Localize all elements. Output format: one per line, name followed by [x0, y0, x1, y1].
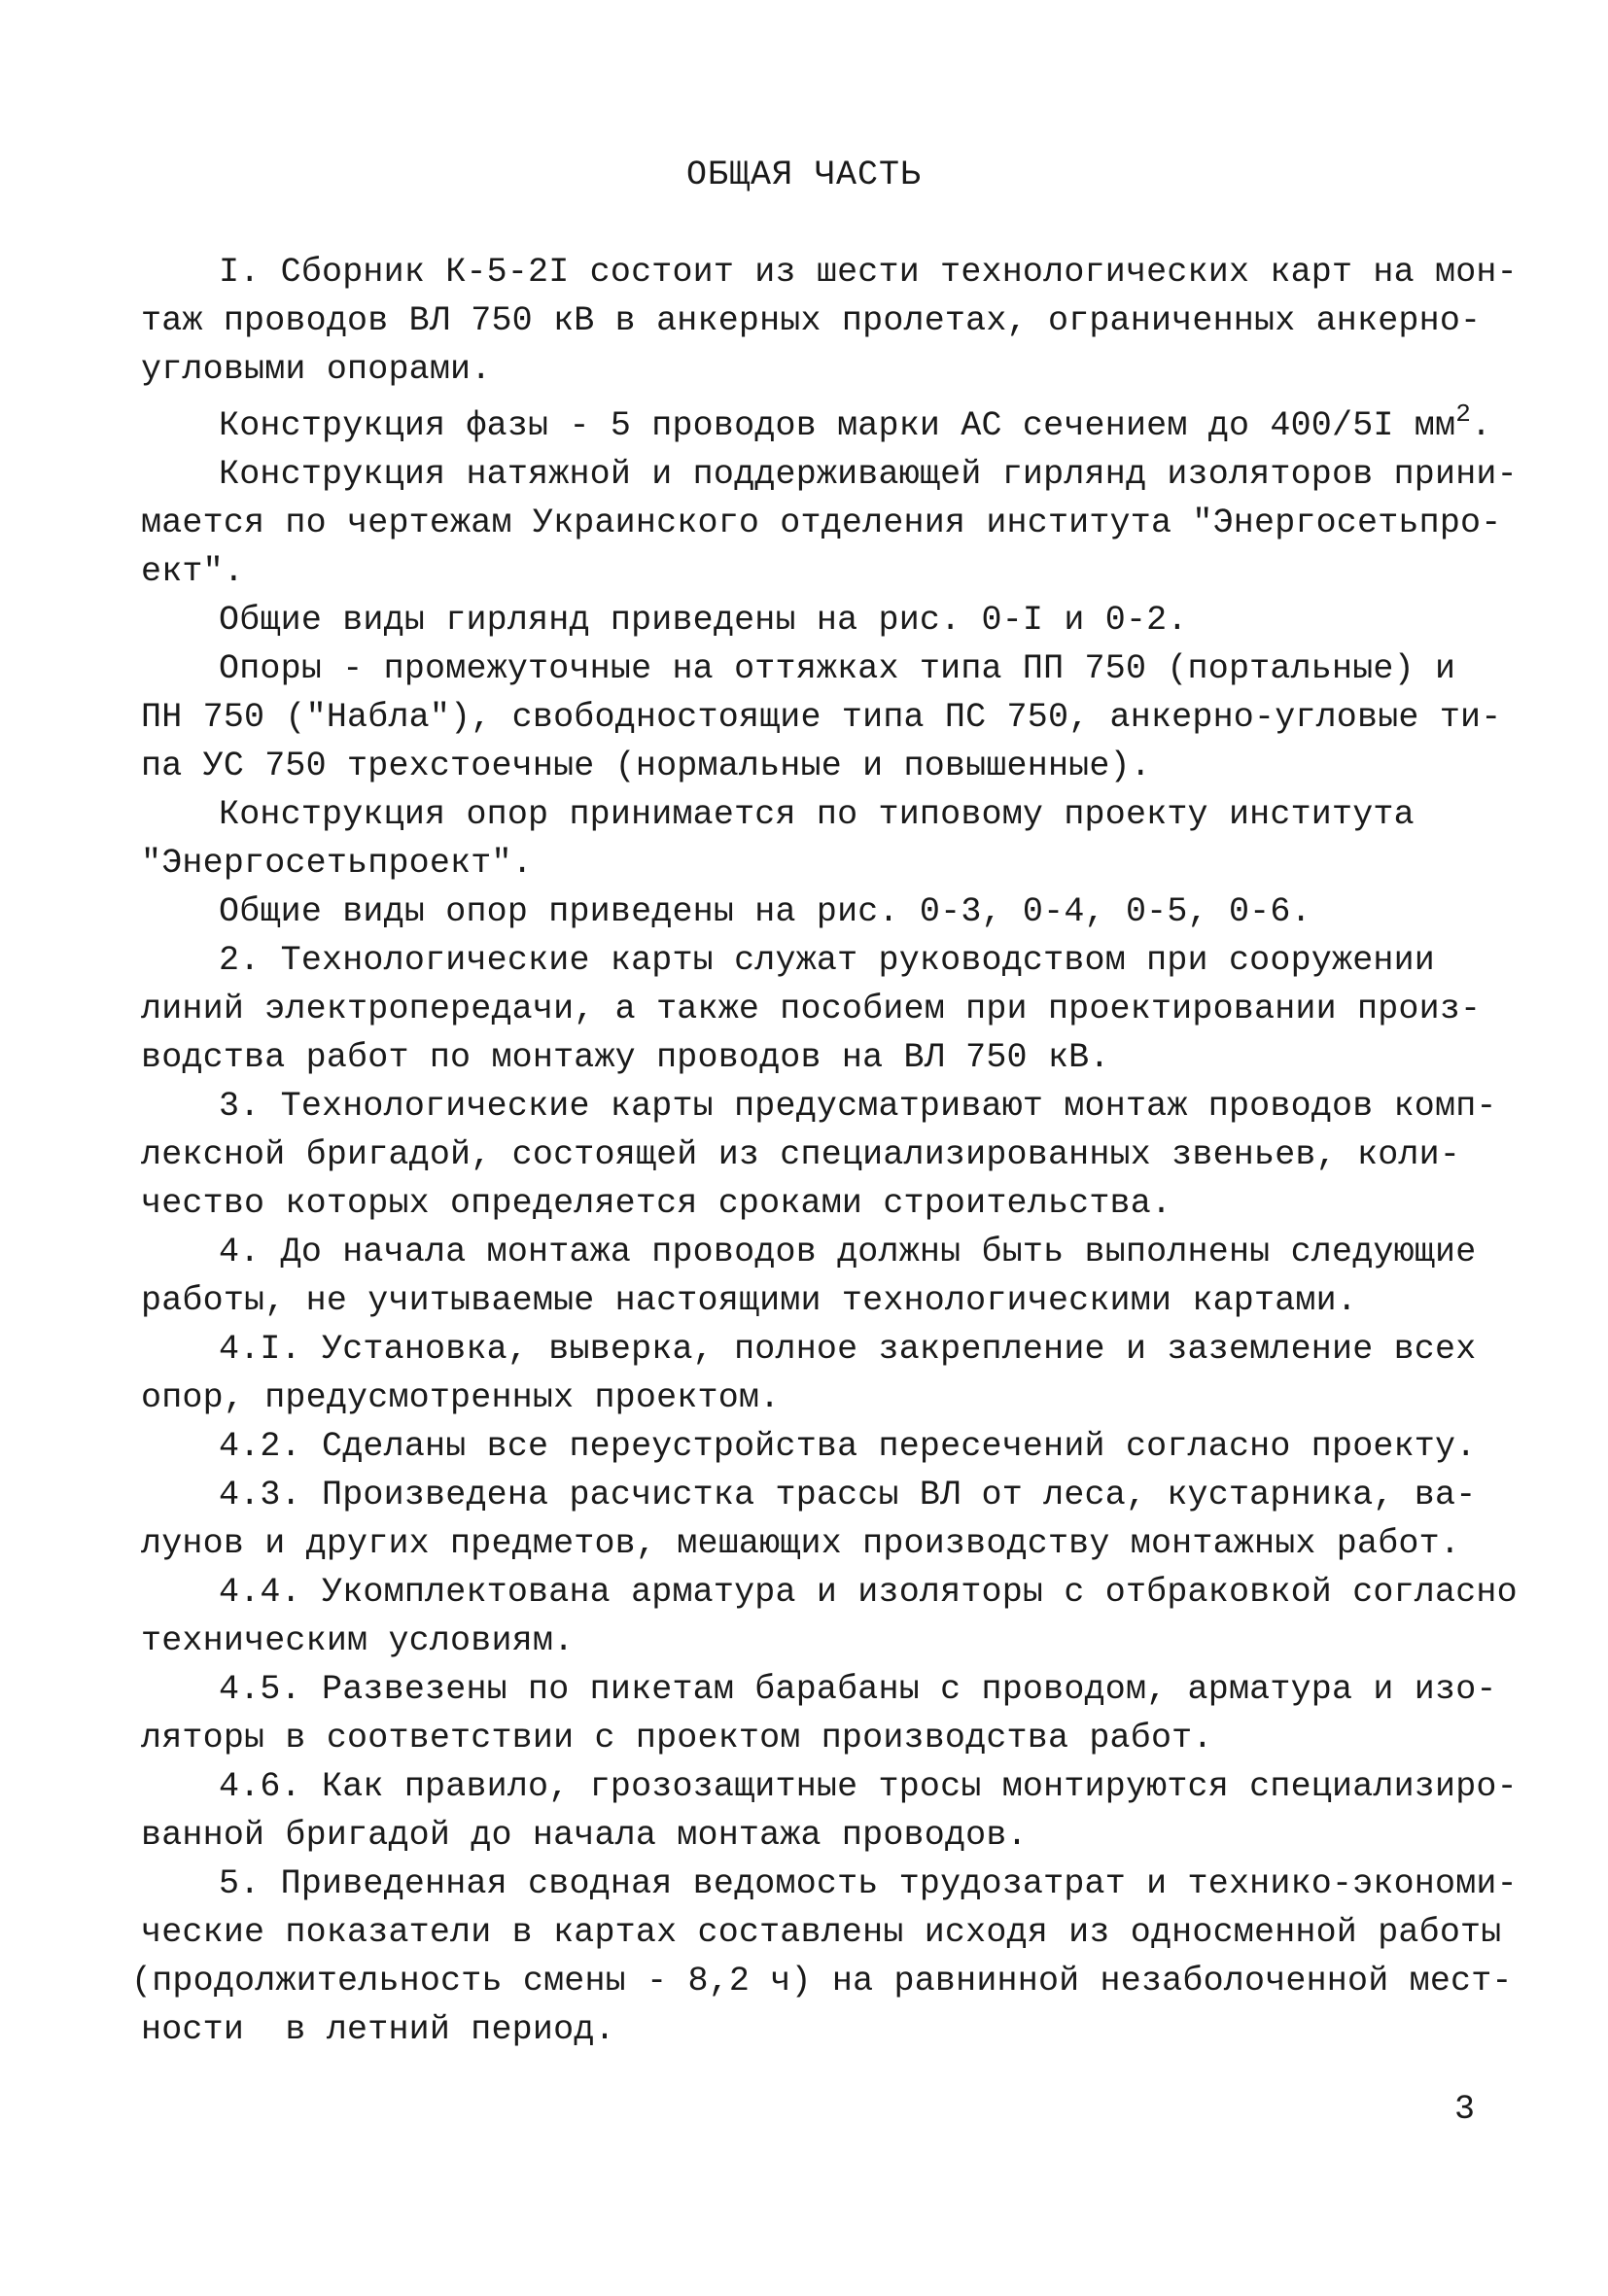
text-line: ческие показатели в картах составлены исходя из односменной работы [141, 1913, 1502, 1952]
text-line: "Энергосетьпроект". [141, 844, 533, 883]
text-line: таж проводов ВЛ 750 кВ в анкерных пролетах, ограниченных анкерно- [141, 301, 1482, 340]
page-number: 3 [1454, 2090, 1476, 2129]
text-line-with-superscript [219, 400, 1492, 445]
text-line: 2. Технологические карты служат руководством при сооружении [219, 941, 1436, 980]
page-title: ОБЩАЯ ЧАСТЬ [685, 156, 923, 194]
text-line: Конструкция натяжной и поддерживающей гирлянд изоляторов прини- [219, 455, 1518, 494]
text-line: ПН 750 ("Набла"), свободностоящие типа ПС 750, анкерно-угловые ти- [141, 698, 1502, 737]
text-line: Общие виды гирлянд приведены на рис. 0-I и 0-2. [219, 601, 1188, 640]
text-line: ект". [141, 552, 245, 591]
text-line: па УС 750 трехстоечные (нормальные и повышенные). [141, 747, 1151, 785]
text-line: техническим условиям. [141, 1621, 575, 1660]
text-line: Опоры - промежуточные на оттяжках типа ПП 750 (портальные) и [219, 649, 1456, 688]
text-line: (продолжительность смены - 8,2 ч) на равнинной незаболоченной мест- [131, 1962, 1513, 2000]
text-line: лунов и других предметов, мешающих производству монтажных работ. [141, 1524, 1461, 1563]
text-line: работы, не учитываемые настоящими технологическими картами. [141, 1281, 1358, 1320]
text-line: ванной бригадой до начала монтажа проводов. [141, 1816, 1028, 1855]
text-line: Общие виды опор приведены на рис. 0-3, 0-4, 0-5, 0-6. [219, 892, 1311, 931]
text-segment: . [1471, 406, 1492, 445]
text-line: чество которых определяется сроками строительства. [141, 1184, 1172, 1223]
text-line: ности в летний период. [141, 2010, 615, 2049]
superscript: 2 [1455, 400, 1472, 429]
text-line: 4.3. Произведена расчистка трассы ВЛ от леса, кустарника, ва- [219, 1476, 1477, 1514]
text-line: 4. До начала монтажа проводов должны быть выполнены следующие [219, 1233, 1477, 1271]
text-line: 4.4. Укомплектована арматура и изоляторы с отбраковкой согласно [219, 1573, 1518, 1612]
text-line: I. Сборник К-5-2I состоит из шести технологических карт на мон- [219, 253, 1518, 292]
text-segment: Конструкция фазы - 5 проводов марки АС сечением до 400/5I мм [219, 406, 1456, 445]
text-line: линий электропередачи, а также пособием при проектировании произ- [141, 990, 1482, 1028]
text-line: 4.I. Установка, выверка, полное закрепление и заземление всех [219, 1330, 1477, 1369]
text-line: Конструкция опор принимается по типовому проекту института [219, 795, 1415, 834]
text-line: лексной бригадой, состоящей из специализированных звеньев, коли- [141, 1135, 1461, 1174]
text-line: мается по чертежам Украинского отделения института "Энергосетьпро- [141, 504, 1502, 542]
text-line: опор, предусмотренных проектом. [141, 1378, 781, 1417]
text-line: 4.2. Сделаны все переустройства пересечений согласно проекту. [219, 1427, 1477, 1466]
text-line: 4.6. Как правило, грозозащитные тросы монтируются специализиро- [219, 1767, 1518, 1806]
text-line: ляторы в соответствии с проектом производства работ. [141, 1719, 1213, 1757]
text-line: водства работ по монтажу проводов на ВЛ 750 кВ. [141, 1038, 1110, 1077]
text-line: 3. Технологические карты предусматривают монтаж проводов комп- [219, 1087, 1497, 1126]
text-line: угловыми опорами. [141, 350, 492, 389]
text-line: 4.5. Развезены по пикетам барабаны с проводом, арматура и изо- [219, 1670, 1497, 1709]
text-line: 5. Приведенная сводная ведомость трудозатрат и технико-экономи- [219, 1864, 1518, 1903]
